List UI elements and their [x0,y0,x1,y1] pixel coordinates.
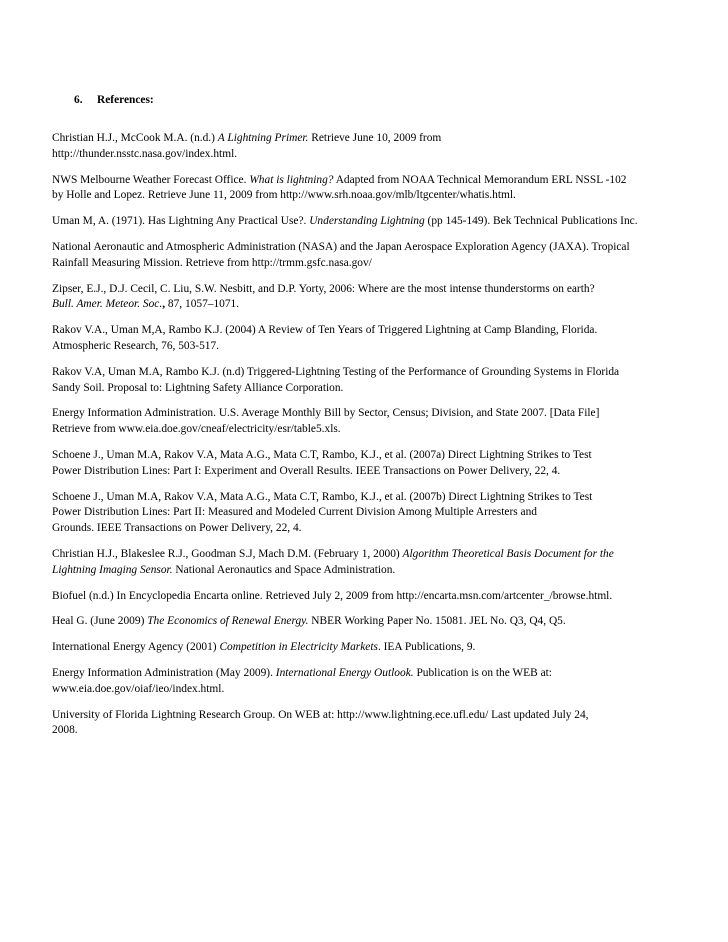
reference-text-segment: Publication is on the WEB at: [413,666,552,679]
reference-entry [52,614,692,630]
reference-continuation-line [52,521,692,537]
reference-entry [52,640,692,656]
reference-first-line [52,490,692,506]
reference-continuation-line [52,381,692,397]
reference-text-segment: Uman M, A. (1971). Has Lightning Any Practical Use?. [52,215,310,228]
reference-entry [52,131,692,163]
reference-text-segment: Retrieve from www.eia.doe.gov/cneaf/electricity/esr/table5.xls. [52,423,341,436]
reference-continuation-line [52,147,692,163]
reference-text-segment: Zipser, E.J., D.J. Cecil, C. Liu, S.W. Nesbitt, and D.P. Yorty, 2006: Where are the most intense thunderstorms on earth? [52,282,595,295]
reference-continuation-line [52,188,692,204]
reference-italic-segment: Competition in Electricity Markets [219,641,378,654]
reference-continuation-line [52,682,692,698]
reference-text-segment: Grounds. IEEE Transactions on Power Delivery, 22, 4. [52,522,302,535]
reference-first-line [52,589,692,605]
reference-text-segment: (pp 145-149). Bek Technical Publications Inc. [424,215,638,228]
reference-text-segment: University of Florida Lightning Research Group. On WEB at: http://www.lightning.ece.ufl.edu/ Last updated July 24, [52,708,589,721]
reference-italic-segment: Understanding Lightning [309,215,425,228]
reference-text-segment: Energy Information Administration. U.S. Average Monthly Bill by Sector, Census; Division, and State 2007. [Data File] [52,407,600,420]
reference-entry [52,490,692,537]
reference-text-segment: by Holle and Lopez. Retrieve June 11, 2009 from http://www.srh.noaa.gov/mlb/ltgcenter/whatis.html. [52,189,516,202]
reference-text-segment: Rakov V.A, Uman M.A, Rambo K.J. (n.d) Triggered-Lightning Testing of the Performance of Grounding Systems in Florida [52,365,620,378]
reference-text-segment: National Aeronautics and Space Administration. [172,563,396,576]
reference-first-line [52,547,692,563]
reference-text-segment: Rakov V.A., Uman M,A, Rambo K.J. (2004) A Review of Ten Years of Triggered Lightning at Camp Blanding, Florida. [52,324,598,337]
reference-text-segment: Heal G. (June 2009) [52,615,148,628]
reference-first-line [52,666,692,682]
reference-text-segment: Atmospheric Research, 76, 503-517. [52,339,220,352]
reference-entry [52,406,692,438]
reference-text-segment: , [162,298,168,311]
reference-first-line [52,323,692,339]
reference-italic-segment: What is lightning? [249,173,334,186]
reference-text-segment: Sandy Soil. Proposal to: Lightning Safety Alliance Corporation. [52,381,344,394]
reference-text-segment: Power Distribution Lines: Part II: Measured and Modeled Current Division Among Multiple Arresters and [52,506,537,519]
reference-text-segment: NWS Melbourne Weather Forecast Office. [52,173,250,186]
reference-continuation-line [52,464,692,480]
reference-text-segment: http://thunder.nsstc.nasa.gov/index.html. [52,147,238,160]
reference-entry [52,448,692,480]
reference-entry [52,240,692,272]
reference-entry [52,214,692,230]
reference-text-segment: Biofuel (n.d.) In Encyclopedia Encarta online. Retrieved July 2, 2009 from http://encarta.msn.com/artcenter_/browse.html. [52,589,613,602]
reference-first-line [52,131,692,147]
reference-entry [52,589,692,605]
reference-list [52,131,692,749]
reference-entry [52,708,692,740]
reference-text-segment: 87, 1057–1071. [167,298,240,311]
reference-continuation-line [52,505,692,521]
reference-text-segment: Schoene J., Uman M.A, Rakov V.A, Mata A.G., Mata C.T, Rambo, K.J., et al. (2007a) Direct Lightning Strikes to Test [52,448,592,461]
reference-text-segment: Christian H.J., McCook M.A. (n.d.) [52,132,218,144]
reference-first-line [52,240,692,256]
reference-text-segment: Christian H.J., Blakeslee R.J., Goodman S.J, Mach D.M. (February 1, 2000) [52,547,403,560]
reference-text-segment: Power Distribution Lines: Part I: Experiment and Overall Results. IEEE Transactions on Power Delivery, 22, 4. [52,464,561,477]
reference-text-segment: International Energy Agency (2001) [52,641,220,654]
section-title: References: [97,94,154,106]
section-heading [74,93,154,107]
reference-continuation-line [52,339,692,355]
reference-italic-segment: The Economics of Renewal Energy. [147,615,309,628]
reference-text-segment: Energy Information Administration (May 2009). [52,666,276,679]
reference-first-line [52,614,692,630]
reference-italic-segment: Lightning Imaging Sensor. [52,563,173,576]
reference-continuation-line [52,563,692,579]
reference-continuation-line [52,297,692,313]
reference-italic-segment: Algorithm Theoretical Basis Document for the [402,547,614,560]
reference-continuation-line [52,422,692,438]
section-number: 6. [74,94,83,106]
reference-text-segment: Retrieve June 10, 2009 from [308,132,442,144]
reference-entry [52,547,692,579]
reference-text-segment: Schoene J., Uman M.A, Rakov V.A, Mata A.G., Mata C.T, Rambo, K.J., et al. (2007b) Direct Lightning Strikes to Test [52,490,593,503]
reference-text-segment: Rainfall Measuring Mission. Retrieve from http://trmm.gsfc.nasa.gov/ [52,256,372,269]
reference-entry [52,323,692,355]
reference-italic-segment: International Energy Outlook. [275,666,414,679]
reference-first-line [52,365,692,381]
reference-entry [52,365,692,397]
reference-first-line [52,708,692,724]
reference-first-line [52,282,692,298]
reference-first-line [52,214,692,230]
reference-text-segment: NBER Working Paper No. 15081. JEL No. Q3, Q4, Q5. [308,615,566,628]
reference-first-line [52,640,692,656]
reference-entry [52,173,692,205]
reference-entry [52,666,692,698]
reference-first-line [52,173,692,189]
reference-entry [52,282,692,314]
reference-text-segment: . IEA Publications, 9. [377,641,476,654]
reference-italic-segment: A Lightning Primer. [217,132,309,144]
reference-continuation-line [52,723,692,739]
reference-text-segment: 2008. [52,724,78,737]
reference-text-segment: Adapted from NOAA Technical Memorandum ERL NSSL -102 [333,173,627,186]
reference-first-line [52,406,692,422]
reference-text-segment: www.eia.doe.gov/oiaf/ieo/index.html. [52,682,225,695]
reference-first-line [52,448,692,464]
reference-continuation-line [52,256,692,272]
reference-italic-segment: Bull. Amer. Meteor. Soc. [52,298,163,311]
reference-text-segment: National Aeronautic and Atmospheric Administration (NASA) and the Japan Aerospace Exploration Agency (JAXA). Tropical [52,240,630,253]
